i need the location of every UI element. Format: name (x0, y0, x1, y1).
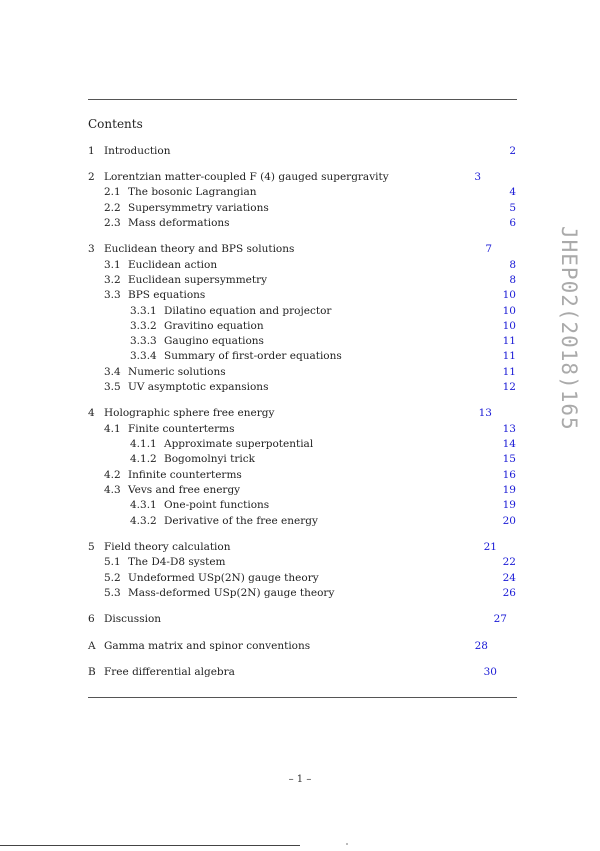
toc-page-link[interactable]: 10 (502, 305, 516, 317)
toc-entry-title: Introduction (104, 145, 171, 157)
bottom-rule (88, 697, 517, 698)
toc-page-link[interactable]: 26 (502, 587, 516, 599)
toc-page-link[interactable]: 7 (485, 243, 492, 255)
toc-entry-title: Free differential algebra (104, 666, 235, 678)
toc-page-link[interactable]: 12 (502, 381, 516, 393)
toc-entry-title: Summary of first-order equations (164, 350, 342, 362)
toc-entry-number: 3.3.2 (130, 320, 157, 332)
toc-entry-number: B (88, 666, 96, 678)
footer-dot (346, 843, 348, 845)
toc-entry-title: Vevs and free energy (128, 484, 241, 496)
toc-page-link[interactable]: 16 (502, 469, 516, 481)
toc-entry-title: Supersymmetry variations (128, 202, 269, 214)
toc-page-link[interactable]: 14 (502, 438, 516, 450)
toc-page-link[interactable]: 19 (502, 499, 516, 511)
toc-page-link[interactable]: 20 (502, 515, 516, 527)
toc-entry-title: Holographic sphere free energy (104, 407, 275, 419)
toc-entry-title: UV asymptotic expansions (128, 381, 269, 393)
toc-entry-title: Dilatino equation and projector (164, 305, 332, 317)
toc-entry-title: The bosonic Lagrangian (128, 186, 257, 198)
toc-entry-title: Approximate superpotential (164, 438, 314, 450)
toc-entry-title: Undeformed USp(2N) gauge theory (128, 572, 319, 584)
toc-entry-title: Gamma matrix and spinor conventions (104, 640, 311, 652)
toc-entry-number: 4.1.2 (130, 453, 157, 465)
toc-page-link[interactable]: 11 (502, 350, 516, 362)
toc-entry-title: BPS equations (128, 289, 206, 301)
toc-entry-title: Mass-deformed USp(2N) gauge theory (128, 587, 335, 599)
toc-entry-title: Field theory calculation (104, 541, 231, 553)
toc-entry-number: 5.2 (104, 572, 121, 584)
toc-entry-number: 5.1 (104, 556, 121, 568)
toc-page-link[interactable]: 5 (509, 202, 516, 214)
toc-entry-number: 3 (88, 243, 95, 255)
toc-entry-number: 4.3.1 (130, 499, 157, 511)
toc-entry-title: Infinite counterterms (128, 469, 242, 481)
toc-entry-number: 4.1.1 (130, 438, 157, 450)
toc-page-link[interactable]: 28 (474, 640, 488, 652)
toc-entry-title: Gaugino equations (164, 335, 264, 347)
toc-page-link[interactable]: 13 (502, 423, 516, 435)
toc-entry-number: A (88, 640, 96, 652)
toc-entry-title: Mass deformations (128, 217, 230, 229)
toc-entry-number: 5 (88, 541, 95, 553)
toc-page-link[interactable]: 10 (502, 320, 516, 332)
journal-watermark: JHEP02(2018)165 (557, 226, 581, 431)
toc-page-link[interactable]: 8 (509, 274, 516, 286)
toc-entry-title: Gravitino equation (164, 320, 264, 332)
toc-entry-number: 2.2 (104, 202, 121, 214)
toc-entry-number: 4.3.2 (130, 515, 157, 527)
toc-entry-number: 3.3.1 (130, 305, 157, 317)
page-number-footer: – 1 – (288, 774, 312, 785)
toc-page-link[interactable]: 21 (483, 541, 497, 553)
toc-page-link[interactable]: 2 (509, 145, 516, 157)
top-rule (88, 99, 517, 100)
toc-page-link[interactable]: 8 (509, 259, 516, 271)
toc-entry-title: The D4-D8 system (128, 556, 226, 568)
toc-entry-number: 2.3 (104, 217, 121, 229)
toc-entry-title: Euclidean theory and BPS solutions (104, 243, 295, 255)
toc-entry-title: Lorentzian matter-coupled F (4) gauged supergravity (104, 171, 389, 183)
contents-heading: Contents (88, 117, 143, 131)
toc-page-link[interactable]: 4 (509, 186, 516, 198)
toc-entry-number: 3.5 (104, 381, 121, 393)
toc-entry-title: One-point functions (164, 499, 270, 511)
toc-page-link[interactable]: 3 (474, 171, 481, 183)
toc-entry-title: Euclidean supersymmetry (128, 274, 268, 286)
toc-entry-number: 3.1 (104, 259, 121, 271)
footnote-rule (0, 845, 300, 846)
toc-entry-number: 2 (88, 171, 95, 183)
toc-page-link[interactable]: 30 (483, 666, 497, 678)
toc-page-link[interactable]: 11 (502, 335, 516, 347)
toc-entry-number: 4.3 (104, 484, 121, 496)
toc-entry-number: 6 (88, 613, 95, 625)
toc-entry-title: Euclidean action (128, 259, 218, 271)
toc-entry-number: 2.1 (104, 186, 121, 198)
toc-entry-number: 5.3 (104, 587, 121, 599)
toc-page-link[interactable]: 11 (502, 366, 516, 378)
toc-entry-number: 1 (88, 145, 95, 157)
toc-page-link[interactable]: 15 (502, 453, 516, 465)
toc-entry-title: Bogomolnyi trick (164, 453, 255, 465)
toc-entry-number: 3.2 (104, 274, 121, 286)
toc-entry-title: Derivative of the free energy (164, 515, 318, 527)
toc-entry-number: 3.3.4 (130, 350, 157, 362)
toc-page-link[interactable]: 19 (502, 484, 516, 496)
toc-page-link[interactable]: 27 (493, 613, 507, 625)
toc-entry-number: 4.1 (104, 423, 121, 435)
toc-page-link[interactable]: 10 (502, 289, 516, 301)
toc-entry-number: 4.2 (104, 469, 121, 481)
toc-page-link[interactable]: 6 (509, 217, 516, 229)
toc-entry-title: Finite counterterms (128, 423, 235, 435)
toc-entry-title: Numeric solutions (128, 366, 226, 378)
toc-entry-number: 3.4 (104, 366, 121, 378)
toc-entry-number: 3.3 (104, 289, 121, 301)
toc-entry-title: Discussion (104, 613, 162, 625)
toc-page-link[interactable]: 24 (502, 572, 516, 584)
toc-page-link[interactable]: 22 (502, 556, 516, 568)
toc-entry-number: 4 (88, 407, 95, 419)
toc-page-link[interactable]: 13 (478, 407, 492, 419)
toc-entry-number: 3.3.3 (130, 335, 157, 347)
